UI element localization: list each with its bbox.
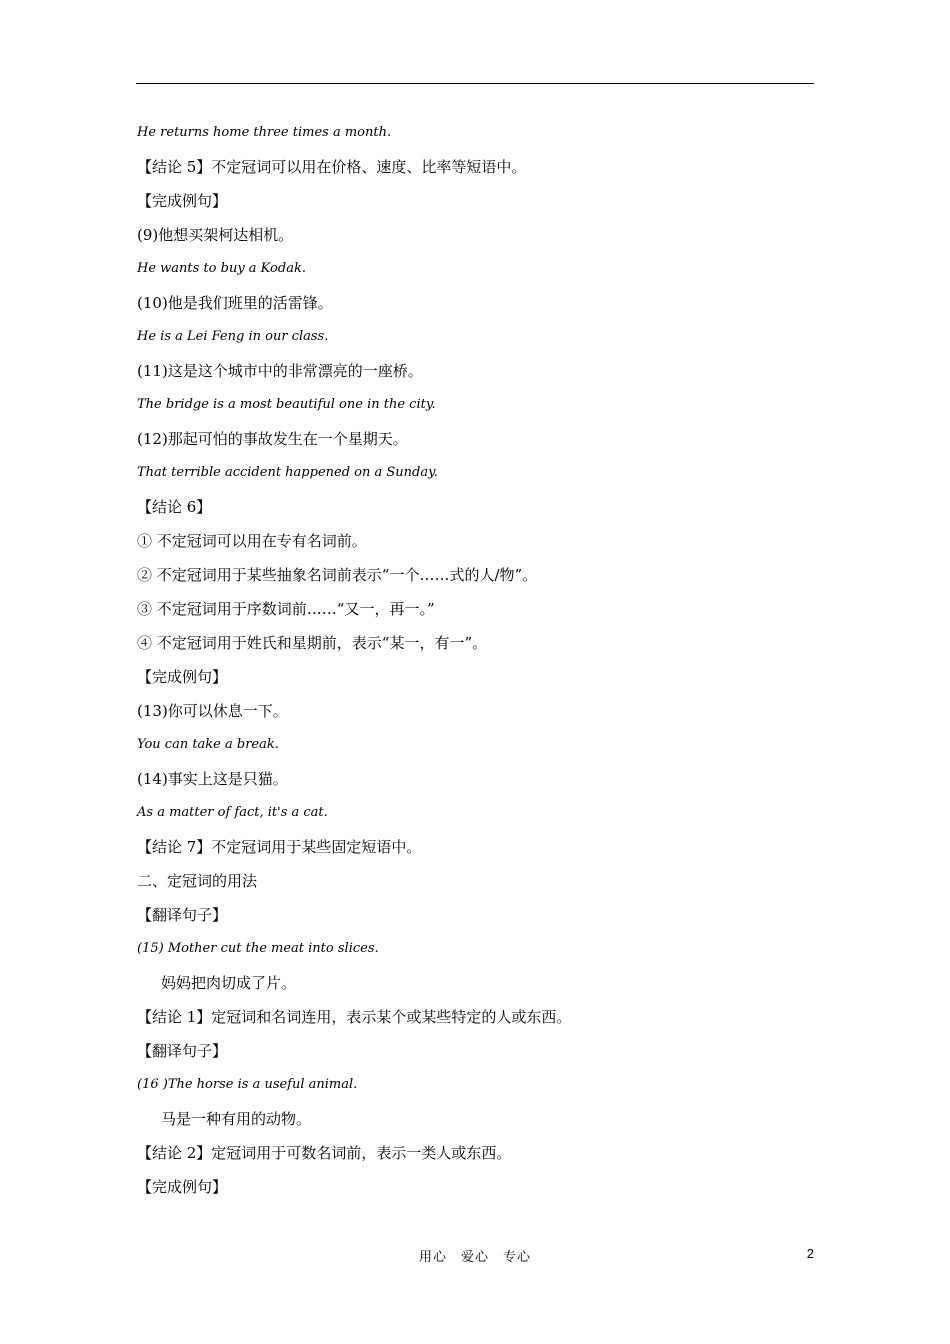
rule-item: ④ 不定冠词用于姓氏和星期前，表示“某一，有一”。 <box>137 634 488 652</box>
translation: 马是一种有用的动物。 <box>161 1110 312 1128</box>
section-label: 【翻译句子】 <box>137 1042 228 1060</box>
translation: 妈妈把肉切成了片。 <box>161 974 297 992</box>
example-english: As a matter of fact, it's a cat. <box>137 805 328 820</box>
example-chinese: (9)他想买架柯达相机。 <box>137 226 294 244</box>
example-chinese: (14)事实上这是只猫。 <box>137 770 288 788</box>
example-english: (16 )The horse is a useful animal. <box>137 1077 358 1092</box>
example-english: That terrible accident happened on a Sunday. <box>137 465 438 480</box>
example-english: You can take a break. <box>137 737 279 752</box>
conclusion-7: 【结论 7】不定冠词用于某些固定短语中。 <box>137 838 422 856</box>
example-english: (15) Mother cut the meat into slices. <box>137 941 379 956</box>
example-english: He returns home three times a month. <box>137 125 392 140</box>
document-body <box>137 116 817 1204</box>
conclusion-5: 【结论 5】不定冠词可以用在价格、速度、比率等短语中。 <box>137 158 527 176</box>
page-number: 2 <box>806 1246 814 1261</box>
example-chinese: (10)他是我们班里的活雷锋。 <box>137 294 333 312</box>
example-chinese: (11)这是这个城市中的非常漂亮的一座桥。 <box>137 362 423 380</box>
section-label: 【完成例句】 <box>137 1178 228 1196</box>
footer-motto: 用心 爱心 专心 <box>418 1250 531 1265</box>
conclusion-6: 【结论 6】 <box>137 498 212 516</box>
example-english: He wants to buy a Kodak. <box>137 261 306 276</box>
section-label: 【完成例句】 <box>137 192 228 210</box>
example-chinese: (12)那起可怕的事故发生在一个星期天。 <box>137 430 408 448</box>
section-label: 【翻译句子】 <box>137 906 228 924</box>
rule-item: ② 不定冠词用于某些抽象名词前表示“一个……式的人/物”。 <box>137 566 538 584</box>
rule-item: ① 不定冠词可以用在专有名词前。 <box>137 532 367 550</box>
section-heading: 二、定冠词的用法 <box>137 872 258 890</box>
rule-item: ③ 不定冠词用于序数词前……“又一，再一。” <box>137 600 435 618</box>
example-chinese: (13)你可以休息一下。 <box>137 702 288 720</box>
example-english: He is a Lei Feng in our class. <box>137 329 329 344</box>
conclusion-2: 【结论 2】定冠词用于可数名词前，表示一类人或东西。 <box>137 1144 512 1162</box>
header-rule <box>136 83 814 84</box>
page-footer <box>0 1246 950 1270</box>
example-english: The bridge is a most beautiful one in the city. <box>137 397 436 412</box>
section-label: 【完成例句】 <box>137 668 228 686</box>
conclusion-1: 【结论 1】定冠词和名词连用，表示某个或某些特定的人或东西。 <box>137 1008 572 1026</box>
